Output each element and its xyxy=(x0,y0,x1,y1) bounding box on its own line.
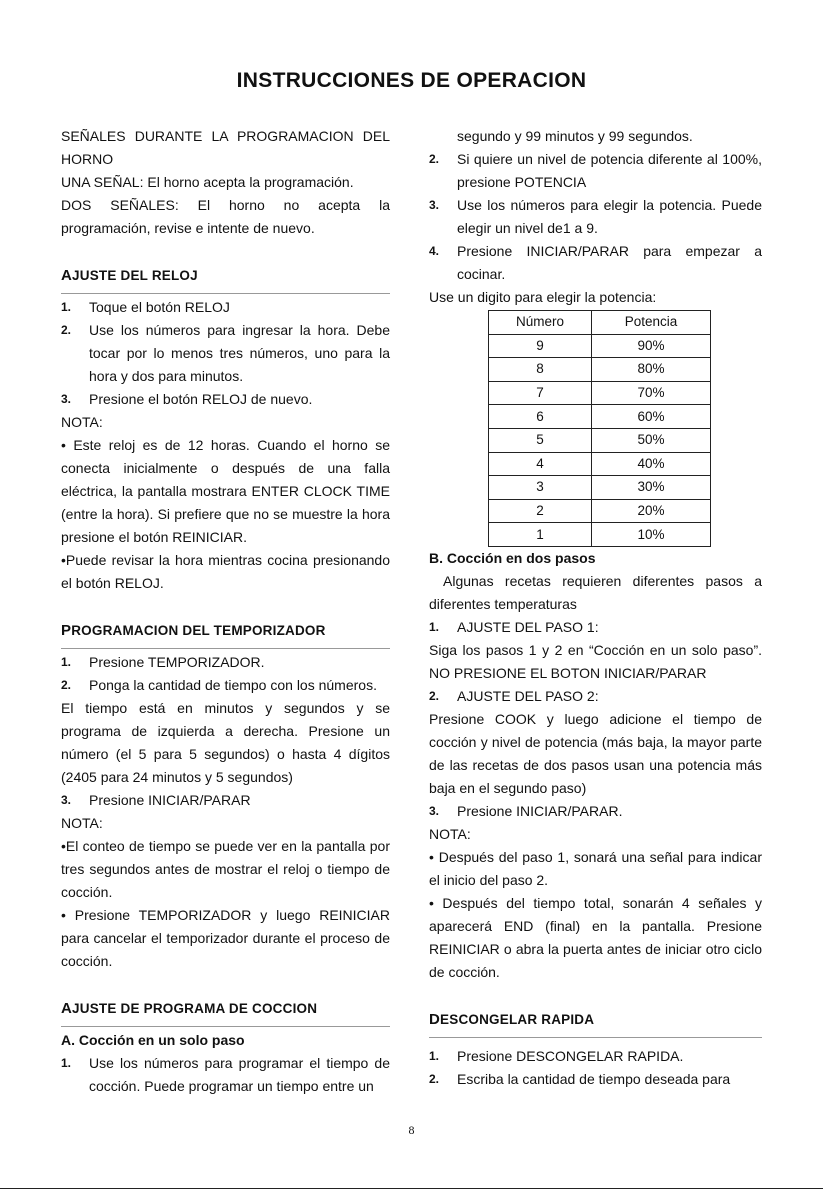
step-text: Siga los pasos 1 y 2 en “Cocción en un solo paso”. NO PRESIONE EL BOTON INICIAR/PARAR xyxy=(429,641,762,681)
table-row xyxy=(489,405,711,429)
page-title: INSTRUCCIONES DE OPERACION xyxy=(236,69,587,92)
list-item: 2. Si quiere un nivel de potencia diferente al 100%, presione POTENCIA xyxy=(429,151,762,190)
power-table xyxy=(488,310,711,547)
section-heading-defrost: DESCONGELAR RAPIDA xyxy=(429,1008,762,1038)
continued-text: segundo y 99 minutos y 99 segundos. xyxy=(457,128,693,144)
list-item: 1. Presione DESCONGELAR RAPIDA. xyxy=(429,1047,684,1064)
subsection-heading: B. Cocción en dos pasos xyxy=(429,549,596,566)
table-cell: 9 xyxy=(489,334,592,358)
timer-paragraph: El tiempo está en minutos y segundos y se programa de izquierda a derecha. Presione un número (el 5 para 5 segundos) o hasta 4 dígitos (2405 para 24 minutos y 5 segundos) xyxy=(61,700,390,785)
table-header-row xyxy=(489,311,711,335)
list-item: 2. Use los números para ingresar la hora. Debe tocar por lo menos tres números, uno para la hora y dos para minutos. xyxy=(61,322,390,384)
list-item: 3. Presione INICIAR/PARAR xyxy=(61,792,251,808)
table-row xyxy=(489,381,711,405)
note-text: •Puede revisar la hora mientras cocina presionando el botón RELOJ. xyxy=(61,552,390,591)
table-cell: 30% xyxy=(592,476,711,500)
list-item: 1. AJUSTE DEL PASO 1: xyxy=(429,618,599,635)
step-text: Presione COOK y luego adicione el tiempo de cocción y nivel de potencia (más baja, la mayor parte de las recetas de dos pasos usan una potencia más baja en el segundo paso) xyxy=(429,710,762,796)
table-cell: 5 xyxy=(489,428,592,452)
section-heading-program: AJUSTE DE PROGRAMA DE COCCION xyxy=(61,997,390,1027)
list-item: 1. Toque el botón RELOJ xyxy=(61,299,230,315)
table-cell: 20% xyxy=(592,499,711,523)
table-cell: 8 xyxy=(489,358,592,382)
note-text: • Presione TEMPORIZADOR y luego REINICIAR para cancelar el temporizador durante el proceso de cocción. xyxy=(61,907,390,969)
signal-one-text: UNA SEÑAL: El horno acepta la programación. xyxy=(61,174,354,190)
table-row xyxy=(489,476,711,500)
list-item: 2. Escriba la cantidad de tiempo deseada para xyxy=(429,1070,731,1087)
list-item: 4. Presione INICIAR/PARAR para empezar a cocinar. xyxy=(429,243,762,282)
table-row xyxy=(489,499,711,523)
right-column xyxy=(429,125,762,1091)
subsection-heading: A. Cocción en un solo paso xyxy=(61,1032,245,1048)
list-item: 1. Presione TEMPORIZADOR. xyxy=(61,654,265,670)
table-cell: 80% xyxy=(592,358,711,382)
table-cell: 2 xyxy=(489,499,592,523)
list-item: 2. Ponga la cantidad de tiempo con los números. xyxy=(61,677,377,693)
table-cell: 7 xyxy=(489,381,592,405)
table-header: Potencia xyxy=(592,311,711,335)
section-heading-clock: AJUSTE DEL RELOJ xyxy=(61,264,390,294)
note-label: NOTA: xyxy=(429,825,471,842)
table-cell: 90% xyxy=(592,334,711,358)
list-item: 2. AJUSTE DEL PASO 2: xyxy=(429,687,599,704)
list-item: 3. Presione el botón RELOJ de nuevo. xyxy=(61,391,313,407)
table-cell: 40% xyxy=(592,452,711,476)
signal-two-text: DOS SEÑALES: El horno no acepta la programación, revise e intente de nuevo. xyxy=(61,197,390,236)
footer-divider xyxy=(0,1188,823,1189)
table-cell: 6 xyxy=(489,405,592,429)
table-cell: 70% xyxy=(592,381,711,405)
note-text: • Después del tiempo total, sonarán 4 señales y aparecerá END (final) en la pantalla. Presione REINICIAR o abra la puerta antes de iniciar otro ciclo de cocción. xyxy=(429,894,762,980)
note-text: • Este reloj es de 12 horas. Cuando el horno se conecta inicialmente o después de una falla eléctrica, la pantalla mostrara ENTER CLOCK TIME (entre la hora). Si prefiere que no se muestre la hora presione el botón REINICIAR. xyxy=(61,437,390,545)
section-heading-timer: PROGRAMACION DEL TEMPORIZADOR xyxy=(61,619,390,649)
table-row xyxy=(489,358,711,382)
table-cell: 3 xyxy=(489,476,592,500)
table-row xyxy=(489,428,711,452)
table-row xyxy=(489,523,711,547)
page-number: 8 xyxy=(408,1123,415,1137)
table-cell: 4 xyxy=(489,452,592,476)
table-row xyxy=(489,452,711,476)
list-item: 3. Use los números para elegir la potencia. Puede elegir un nivel de1 a 9. xyxy=(429,197,762,236)
left-column xyxy=(61,125,390,1098)
note-text: •El conteo de tiempo se puede ver en la pantalla por tres segundos antes de mostrar el reloj o tiempo de cocción. xyxy=(61,838,390,900)
signals-heading: SEÑALES DURANTE LA PROGRAMACION DEL HORNO xyxy=(61,128,390,167)
list-item: 3. Presione INICIAR/PARAR. xyxy=(429,802,623,819)
two-step-intro: Algunas recetas requieren diferentes pasos a diferentes temperaturas xyxy=(429,572,762,612)
table-cell: 60% xyxy=(592,405,711,429)
note-label: NOTA: xyxy=(61,414,103,430)
table-cell: 10% xyxy=(592,523,711,547)
digit-instruction: Use un digito para elegir la potencia: xyxy=(429,289,657,305)
table-cell: 50% xyxy=(592,428,711,452)
table-cell: 1 xyxy=(489,523,592,547)
note-text: • Después del paso 1, sonará una señal para indicar el inicio del paso 2. xyxy=(429,848,762,888)
list-item: 1. Use los números para programar el tiempo de cocción. Puede programar un tiempo entre un xyxy=(61,1055,390,1094)
table-header: Número xyxy=(489,311,592,335)
table-row xyxy=(489,334,711,358)
note-label: NOTA: xyxy=(61,815,103,831)
